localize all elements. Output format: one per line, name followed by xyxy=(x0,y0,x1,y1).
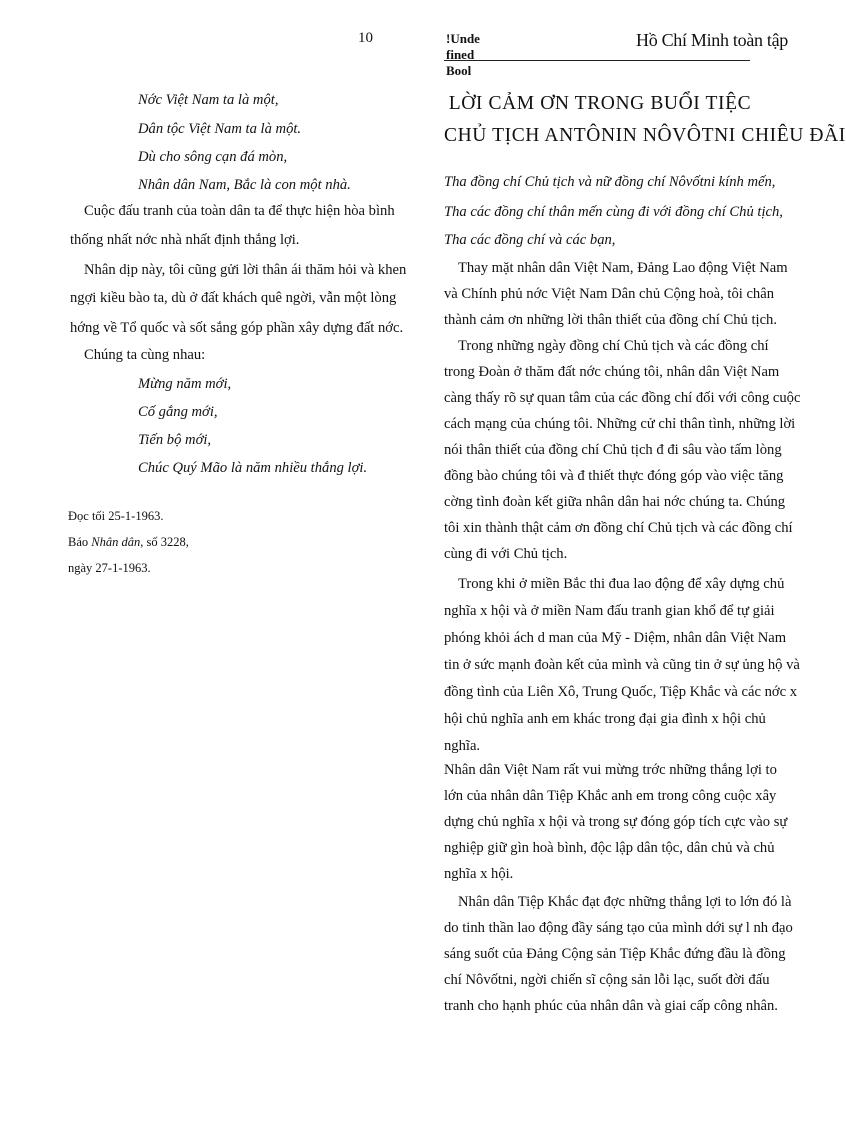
paragraph-line: Trong những ngày đồng chí Chủ tịch và các đồng chí xyxy=(458,338,769,354)
source-issue: , số 3228, xyxy=(140,535,189,549)
source-prefix: Báo xyxy=(68,535,92,549)
paragraph-line: đồng bào chúng tôi và đ thiết thực đóng góp vào việc tăng xyxy=(444,468,784,484)
paragraph-line: cùng đi với Chủ tịch. xyxy=(444,546,568,562)
paragraph-line: chí Nôvốtni, ngời chiến sĩ cộng sản lỗi lạc, suốt đời đấu xyxy=(444,972,770,988)
error-note-line: !Unde xyxy=(446,31,480,46)
error-note-line: fined xyxy=(446,47,475,62)
poem-line: Cố gắng mới, xyxy=(138,404,218,420)
paragraph-line: tin ở sức mạnh đoàn kết của mình và cũng tin ở sự ủng hộ và xyxy=(444,657,800,673)
paragraph-line: tôi xin thành thật cảm ơn đồng chí Chủ tịch và các đồng chí xyxy=(444,520,793,536)
paragraph-line: Nhân dân Việt Nam rất vui mừng trớc những thắng lợi to xyxy=(444,762,777,778)
salutation-line: Tha các đồng chí và các bạn, xyxy=(444,232,616,248)
poem-line: Mừng năm mới, xyxy=(138,376,232,392)
page-number: 10 xyxy=(358,30,373,46)
paragraph-line: Trong khi ở miền Bắc thi đua lao động để xây dựng chủ xyxy=(458,576,785,592)
running-head: Hồ Chí Minh toàn tập xyxy=(636,30,788,50)
paragraph-line: phóng khỏi ách d man của Mỹ - Diệm, nhân dân Việt Nam xyxy=(444,630,787,646)
bookmark-error-note xyxy=(446,31,486,78)
paragraph-line: thành cảm ơn những lời thân thiết của đồng chí Chủ tịch. xyxy=(444,312,777,328)
source-paper-name: Nhân dân xyxy=(91,535,141,549)
paragraph-line: cờng tình đoàn kết giữa nhân dân hai nớc chúng ta. Chúng xyxy=(444,494,786,510)
title-line: LỜI CẢM ƠN TRONG BUỔI TIỆC xyxy=(448,93,752,114)
paragraph-line: và Chính phủ nớc Việt Nam Dân chủ Cộng hoà, tôi chân xyxy=(444,286,775,302)
paragraph-line: nghĩa x hội và ở miền Nam đấu tranh gian khổ để tự giải xyxy=(444,603,775,619)
paragraph-line: dựng chủ nghĩa x hội và trong sự đóng góp tích cực vào sự xyxy=(444,814,788,830)
paragraph-line: Nhân dịp này, tôi cũng gửi lời thân ái thăm hỏi và khen xyxy=(84,262,407,278)
paragraph-line: do tinh thần lao động đầy sáng tạo của mình dới sự l nh đạo xyxy=(444,920,793,936)
paragraph-line: hội chủ nghĩa anh em khác trong đại gia đình x hội chủ xyxy=(444,711,766,727)
source-newspaper xyxy=(68,532,189,552)
poem-line: Tiến bộ mới, xyxy=(138,432,212,448)
paragraph-line: nói thân thiết của đồng chí Chủ tịch đ đi sâu vào tấm lòng xyxy=(444,442,782,458)
paragraph-line: tranh cho hạnh phúc của nhân dân và giai cấp công nhân. xyxy=(444,998,778,1014)
paragraph-line: nghĩa x hội. xyxy=(444,866,514,882)
paragraph-line: cách mạng của chúng tôi. Những cử chỉ thân tình, những lời xyxy=(444,416,796,432)
paragraph-line: ngợi kiều bào ta, dù ở đất khách quê ngời, vẫn một lòng xyxy=(70,290,397,306)
paragraph-together: Chúng ta cùng nhau: xyxy=(84,347,206,363)
paragraph-line: Thay mặt nhân dân Việt Nam, Đảng Lao động Việt Nam xyxy=(458,260,788,276)
poem-line: Chúc Quý Mão là năm nhiều thắng lợi. xyxy=(138,460,368,476)
salutation-line: Tha các đồng chí thân mến cùng đi với đồng chí Chủ tịch, xyxy=(444,204,783,220)
poem-line: Nớc Việt Nam ta là một, xyxy=(138,92,279,108)
paragraph-line: lớn của nhân dân Tiệp Khắc anh em trong công cuộc xây xyxy=(444,788,777,804)
paragraph-line: nghĩa. xyxy=(444,738,481,754)
header-rule xyxy=(444,60,750,61)
paragraph-line: hớng về Tổ quốc và sốt sắng góp phần xây dựng đất nớc. xyxy=(70,320,404,336)
title-line: CHỦ TỊCH ANTÔNIN NÔVÔTNI CHIÊU ĐÃI xyxy=(444,125,846,146)
salutation-line: Tha đồng chí Chủ tịch và nữ đồng chí Nôvốtni kính mến, xyxy=(444,174,776,190)
paragraph-line: Nhân dân Tiệp Khắc đạt đợc những thắng lợi to lớn đó là xyxy=(458,894,792,910)
paragraph-line: đồng tình của Liên Xô, Trung Quốc, Tiệp Khắc và các nớc x xyxy=(444,684,798,700)
source-read-date: Đọc tối 25-1-1963. xyxy=(68,509,164,523)
paragraph-line: càng thấy rõ sự quan tâm của các đồng chí đối với công cuộc xyxy=(444,390,801,406)
paragraph-line: nghiệp giữ gìn hoà bình, độc lập dân tộc, dân chủ và chủ xyxy=(444,840,775,856)
error-note-line: Bool xyxy=(446,63,472,78)
paragraph-line: trong Đoàn ở thăm đất nớc chúng tôi, nhân dân Việt Nam xyxy=(444,364,780,380)
paragraph-line: Cuộc đấu tranh của toàn dân ta để thực hiện hòa bình xyxy=(84,203,395,219)
poem-line: Dân tộc Việt Nam ta là một. xyxy=(138,121,302,137)
paragraph-line: sáng suốt của Đảng Cộng sản Tiệp Khắc đứng đầu là đồng xyxy=(444,946,786,962)
poem-line: Dù cho sông cạn đá mòn, xyxy=(138,149,288,165)
poem-line: Nhân dân Nam, Bắc là con một nhà. xyxy=(138,177,351,193)
source-publish-date: ngày 27-1-1963. xyxy=(68,561,151,575)
paragraph-line: thống nhất nớc nhà nhất định thắng lợi. xyxy=(70,232,300,248)
